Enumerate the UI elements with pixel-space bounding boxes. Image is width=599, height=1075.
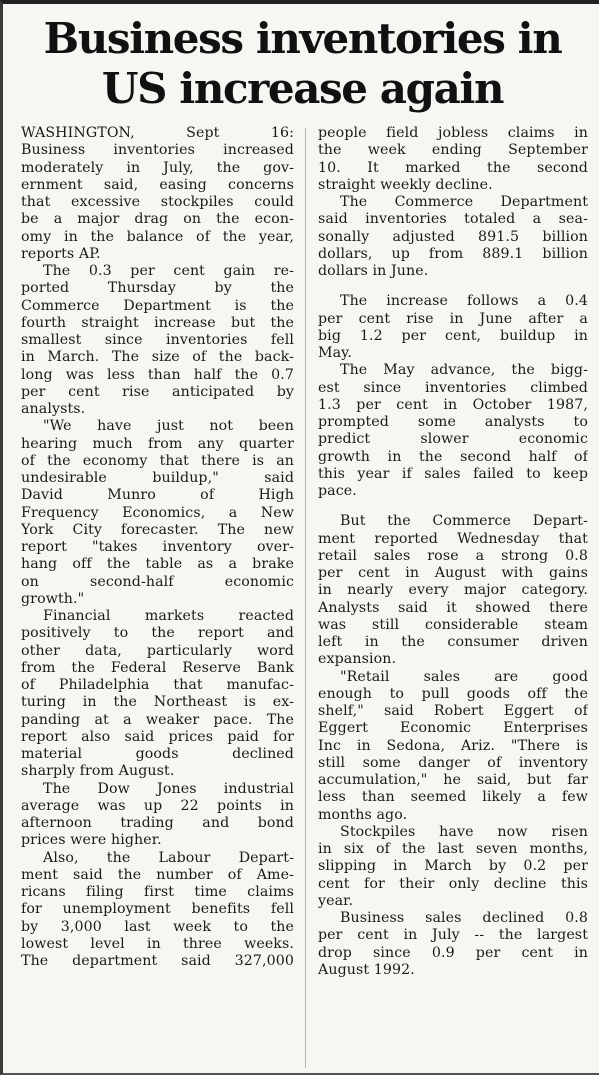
article-line: report "takes inventory over- [21,539,294,555]
article-line: positively to the report and [21,625,294,642]
article-line: prompted some analysts to [318,414,588,430]
article-column-left [21,125,294,970]
article-line: per cent rise in June after a [318,310,588,327]
article-line: said inventories totaled a sea- [318,211,588,228]
article-line: in nearly every major category. [318,582,588,599]
article-line: The 0.3 per cent gain re- [43,263,294,279]
article-line: year. [318,892,354,909]
article-line: 10. It marked the second [318,159,588,176]
article-line: by 3,000 last week to the [21,918,294,935]
article-line: hang off the table as a brake [21,556,294,573]
article-line: Eggert Economic Enterprises [318,720,588,737]
article-line: Frequency Economics, a New [21,504,294,521]
article-line: prices were higher. [21,832,162,849]
article-line: material goods declined [21,746,294,762]
article-line: cent for their only decline this [318,875,588,892]
article-line: moderately in July, the gov- [21,159,294,176]
article-line: ported Thursday by the [21,280,294,297]
article-line: ernment said, easing concerns [21,176,294,193]
article-line: drop since 0.9 per cent in [318,944,588,961]
article-line: The Commerce Department [340,194,588,210]
article-line: ment said the number of Ame- [21,866,294,883]
article-line: per cent in August with gains [318,565,588,581]
article-line: growth in the second half of [318,448,588,465]
article-line: Commerce Department is the [21,297,294,314]
article-line: The Dow Jones industrial [43,780,294,797]
article-line: was still considerable steam [318,616,588,633]
article-line: for unemployment benefits fell [21,901,294,918]
article-line: enough to pull goods off the [318,685,588,702]
article-line: straight weekly decline. [318,176,493,193]
article-line: expansion. [318,651,397,668]
article-line: August 1992. [318,961,415,978]
article-line: David Munro of High [21,487,294,504]
article-line: pace. [318,483,357,499]
article-line: still some danger of inventory [318,754,588,771]
article-line: in March. The size of the back- [21,349,294,366]
article-line: on second-half economic [21,573,294,590]
article-line: the week ending September [318,142,588,159]
article-line: dollars, up from 889.1 billion [318,245,588,262]
article-line: Inc in Sedona, Ariz. "There is [318,737,588,754]
article-line: slipping in March by 0.2 per [318,858,588,875]
article-line: panding at a weaker pace. The [21,711,294,728]
article-line: turing in the Northeast is ex- [21,694,294,711]
article-line: Stockpiles have now risen [340,823,588,840]
article-line: 1.3 per cent in October 1987, [318,396,588,413]
headline [9,14,596,114]
article-line: hearing much from any quarter [21,435,294,452]
article-line: sonally adjusted 891.5 billion [318,228,588,245]
article-line: of the economy that there is an [21,452,294,469]
article-line: per cent rise anticipated by [21,383,294,400]
article-line: Business inventories increased [21,142,294,159]
article-line: people field jobless claims in [318,125,588,141]
article-line: smallest since inventories fell [21,332,294,348]
article-line: undesirable buildup," said [21,470,294,486]
article-line: dollars in June. [318,263,429,279]
article-line: per cent in July -- the largest [318,927,588,944]
article-line: Financial markets reacted [43,608,294,624]
article-line: Also, the Labour Depart- [43,849,294,866]
article-line: left in the consumer driven [318,634,588,650]
article-line: The May advance, the bigg- [340,362,588,379]
column-divider [305,128,306,1068]
article-line: "Retail sales are good [340,668,588,685]
headline-line-1: Business inventories in [43,14,562,63]
article-line: in six of the last seven months, [318,841,588,857]
article-line: accumulation," he said, but far [318,772,588,788]
article-line: that excessive stockpiles could [21,194,294,210]
article-line: analysts. [21,401,86,417]
article-line: omy in the balance of the year, [21,228,294,245]
article-line: report also said prices paid for [21,728,294,745]
article-line: retail sales rose a strong 0.8 [318,547,588,564]
article-line: est since inventories climbed [318,379,588,396]
article-line: lowest level in three weeks. [21,935,294,952]
article-line: average was up 22 points in [21,797,294,814]
article-line: The department said 327,000 [21,953,294,969]
article-line: be a major drag on the econ- [21,211,294,228]
article-line: The increase follows a 0.4 [340,293,588,310]
article-line: big 1.2 per cent, buildup in [318,327,588,344]
article-line: from the Federal Reserve Bank [21,659,294,676]
article-line: long was less than half the 0.7 [21,366,294,383]
article-line: sharply from August. [21,763,175,780]
article-line: shelf," said Robert Eggert of [318,703,588,719]
article-line: this year if sales failed to keep [318,465,588,482]
article-line: ricans filing first time claims [21,884,294,900]
article-line: York City forecaster. The new [21,521,294,538]
article-line: "We have just not been [43,418,294,435]
article-line: May. [318,345,353,361]
article-line: less than seemed likely a few [318,789,588,806]
headline-line-2: US increase again [101,64,504,113]
article-line: But the Commerce Depart- [340,513,588,530]
article-line: afternoon trading and bond [21,815,294,831]
article-line: months ago. [318,806,408,823]
article-line: predict slower economic [318,431,588,448]
article-line: reports AP. [21,245,101,262]
article-line: of Philadelphia that manufac- [21,677,294,693]
article-line: other data, particularly word [21,642,294,659]
article-line: WASHINGTON, Sept 16: [21,125,294,141]
article-line: fourth straight increase but the [21,314,294,331]
article-line: Business sales declined 0.8 [340,910,588,926]
article-line: Analysts said it showed there [318,599,588,616]
article-line: ment reported Wednesday that [318,530,588,547]
article-line: growth." [21,590,85,607]
article-column-right [318,125,588,979]
